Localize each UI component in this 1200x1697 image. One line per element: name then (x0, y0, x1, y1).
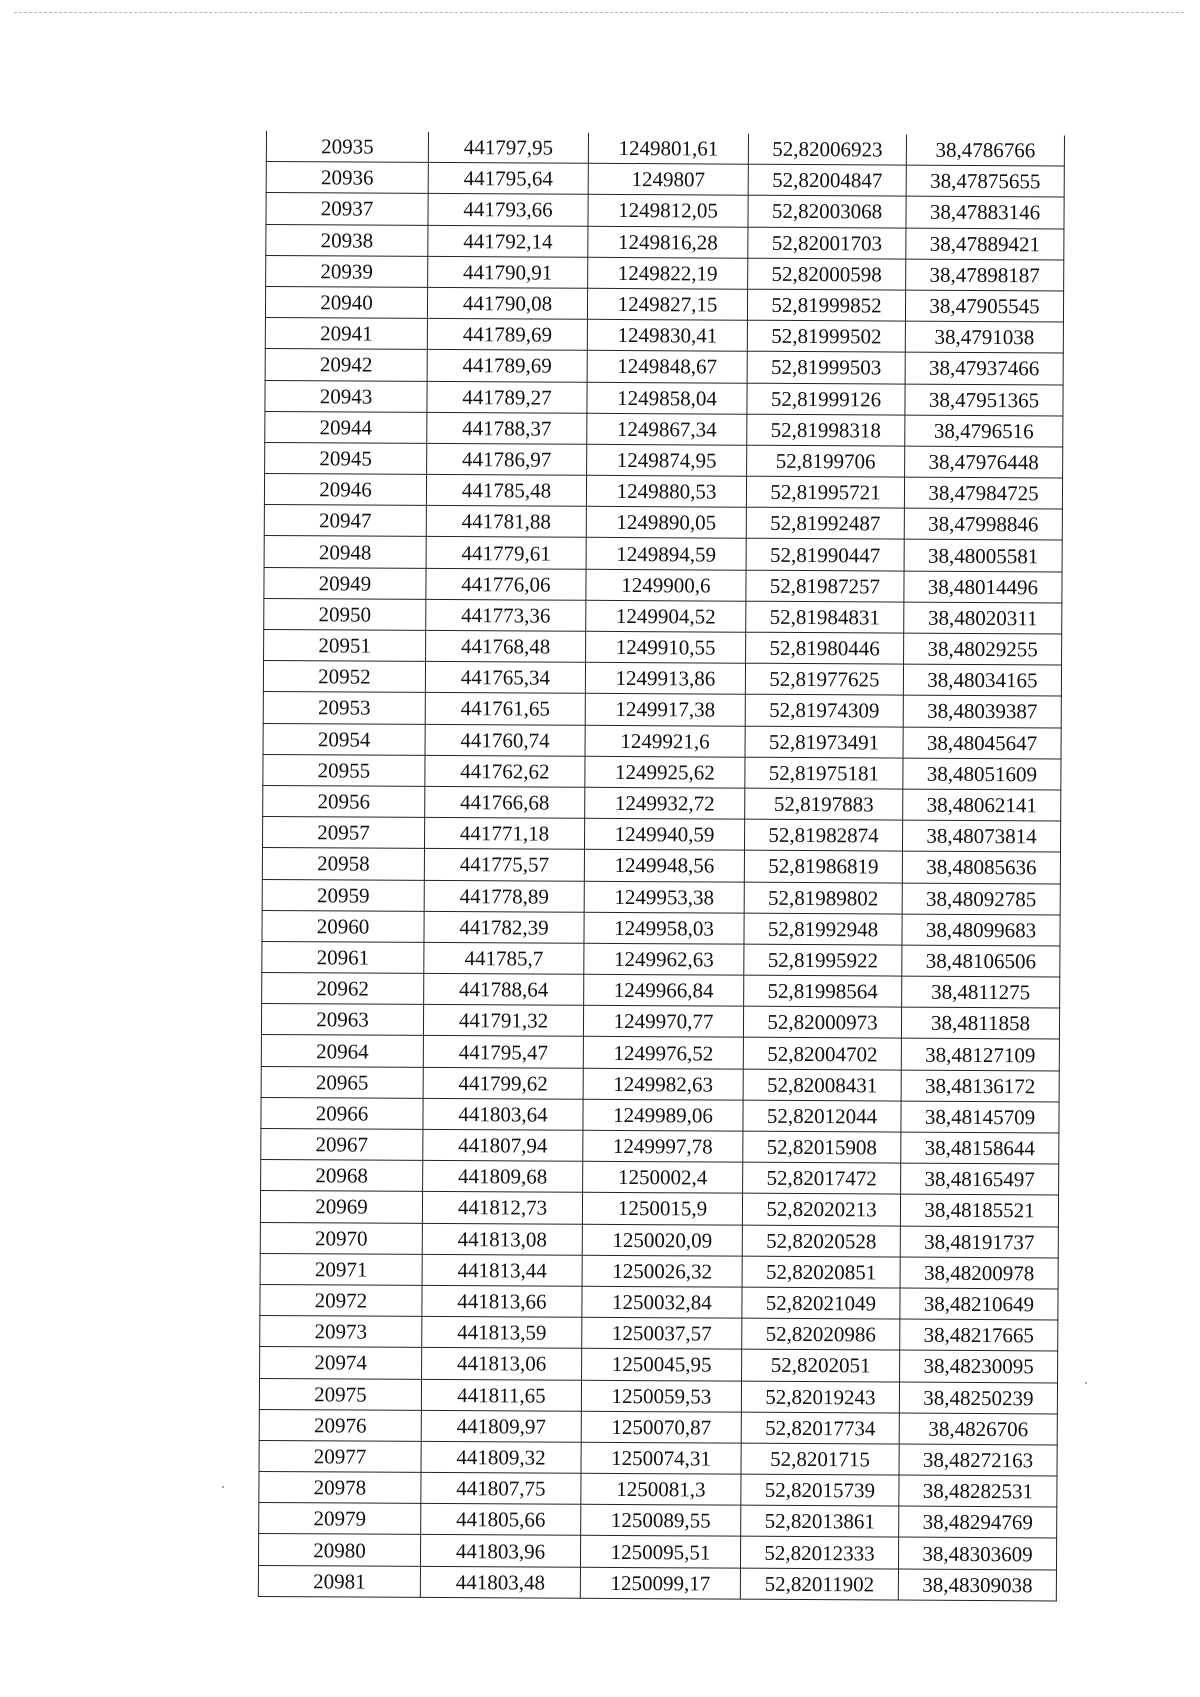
y-coordinate-cell: 1250095,51 (580, 1536, 740, 1568)
y-coordinate-cell: 1249953,38 (584, 881, 744, 913)
point-number-cell: 20955 (263, 754, 425, 786)
point-number-cell: 20941 (265, 318, 427, 350)
longitude-cell: 38,48085636 (902, 851, 1060, 883)
longitude-cell: 38,47998846 (904, 508, 1062, 540)
table-row (261, 1004, 1059, 1040)
point-number-cell: 20944 (265, 411, 427, 443)
point-number-cell: 20974 (260, 1347, 422, 1379)
longitude-cell: 38,48029255 (904, 633, 1062, 665)
y-coordinate-cell: 1249913,86 (585, 662, 745, 694)
y-coordinate-cell: 1249966,84 (584, 974, 744, 1006)
point-number-cell: 20939 (266, 255, 428, 287)
longitude-cell: 38,48250239 (899, 1382, 1057, 1414)
latitude-cell: 52,81990447 (746, 539, 904, 571)
latitude-cell: 52,81998318 (747, 414, 905, 446)
x-coordinate-cell: 441803,48 (420, 1566, 580, 1598)
latitude-cell: 52,81982874 (744, 819, 902, 851)
longitude-cell: 38,4826706 (899, 1413, 1057, 1445)
latitude-cell: 52,81975181 (745, 757, 903, 789)
x-coordinate-cell: 441781,88 (426, 506, 586, 538)
point-number-cell: 20954 (263, 723, 425, 755)
y-coordinate-cell: 1249962,63 (584, 943, 744, 975)
point-number-cell: 20967 (261, 1128, 423, 1160)
point-number-cell: 20947 (264, 505, 426, 537)
coordinates-table-body (258, 131, 1064, 1601)
x-coordinate-cell: 441779,61 (426, 537, 586, 569)
point-number-cell: 20951 (264, 629, 426, 661)
point-number-cell: 20959 (262, 879, 424, 911)
longitude-cell: 38,48099683 (902, 914, 1060, 946)
y-coordinate-cell: 1250089,55 (581, 1505, 741, 1537)
x-coordinate-cell: 441807,94 (423, 1129, 583, 1161)
table-row (259, 1440, 1057, 1476)
longitude-cell: 38,47883146 (906, 196, 1064, 228)
x-coordinate-cell: 441809,68 (423, 1161, 583, 1193)
y-coordinate-cell: 1249827,15 (587, 288, 747, 320)
y-coordinate-cell: 1249807 (588, 163, 748, 195)
x-coordinate-cell: 441762,62 (425, 755, 585, 787)
point-number-cell: 20965 (261, 1066, 423, 1098)
x-coordinate-cell: 441809,97 (421, 1410, 581, 1442)
y-coordinate-cell: 1249940,59 (584, 818, 744, 850)
x-coordinate-cell: 441805,66 (421, 1504, 581, 1536)
table-row (260, 1284, 1058, 1320)
x-coordinate-cell: 441813,44 (422, 1254, 582, 1286)
point-number-cell: 20981 (258, 1565, 420, 1597)
longitude-cell: 38,47889421 (906, 228, 1064, 260)
point-number-cell: 20950 (264, 598, 426, 630)
table-row (266, 131, 1064, 166)
longitude-cell: 38,48210649 (900, 1288, 1058, 1320)
y-coordinate-cell: 1249917,38 (585, 694, 745, 726)
table-row (261, 1066, 1059, 1102)
y-coordinate-cell: 1250015,9 (582, 1193, 742, 1225)
y-coordinate-cell: 1249894,59 (586, 538, 746, 570)
point-number-cell: 20966 (261, 1097, 423, 1129)
table-row (265, 411, 1063, 447)
y-coordinate-cell: 1250026,32 (582, 1255, 742, 1287)
y-coordinate-cell: 1249830,41 (587, 319, 747, 351)
latitude-cell: 52,81998564 (744, 975, 902, 1007)
scan-speck (1085, 1382, 1087, 1384)
longitude-cell: 38,48282531 (899, 1475, 1057, 1507)
scan-top-edge-line (14, 12, 1184, 13)
latitude-cell: 52,82004847 (748, 164, 906, 196)
table-row (265, 286, 1063, 322)
point-number-cell: 20943 (265, 380, 427, 412)
x-coordinate-cell: 441775,57 (424, 849, 584, 881)
latitude-cell: 52,81973491 (745, 726, 903, 758)
point-number-cell: 20970 (260, 1222, 422, 1254)
longitude-cell: 38,48014496 (904, 571, 1062, 603)
table-row (262, 817, 1060, 853)
x-coordinate-cell: 441813,06 (422, 1348, 582, 1380)
table-row (262, 973, 1060, 1009)
y-coordinate-cell: 1249904,52 (586, 600, 746, 632)
longitude-cell: 38,47875655 (906, 165, 1064, 197)
longitude-cell: 38,47951365 (905, 384, 1063, 416)
point-number-cell: 20979 (259, 1503, 421, 1535)
point-number-cell: 20948 (264, 536, 426, 568)
table-row (258, 1565, 1056, 1601)
latitude-cell: 52,82000973 (743, 1006, 901, 1038)
point-number-cell: 20960 (262, 910, 424, 942)
x-coordinate-cell: 441789,69 (427, 350, 587, 382)
y-coordinate-cell: 1249848,67 (587, 351, 747, 383)
latitude-cell: 52,81974309 (745, 695, 903, 727)
longitude-cell: 38,48127109 (901, 1039, 1059, 1071)
latitude-cell: 52,81984831 (746, 601, 904, 633)
longitude-cell: 38,48136172 (901, 1070, 1059, 1102)
table-row (260, 1191, 1058, 1227)
longitude-cell: 38,4796516 (905, 415, 1063, 447)
y-coordinate-cell: 1249989,06 (583, 1099, 743, 1131)
x-coordinate-cell: 441760,74 (425, 724, 585, 756)
longitude-cell: 38,48158644 (901, 1132, 1059, 1164)
table-row (265, 442, 1063, 478)
y-coordinate-cell: 1250059,53 (581, 1380, 741, 1412)
latitude-cell: 52,82020986 (742, 1318, 900, 1350)
point-number-cell: 20976 (259, 1409, 421, 1441)
x-coordinate-cell: 441776,06 (426, 568, 586, 600)
latitude-cell: 52,81999502 (747, 320, 905, 352)
point-number-cell: 20949 (264, 567, 426, 599)
table-row (262, 910, 1060, 946)
table-row (266, 193, 1064, 229)
y-coordinate-cell: 1250002,4 (583, 1161, 743, 1193)
table-row (264, 536, 1062, 572)
y-coordinate-cell: 1249801,61 (588, 133, 748, 165)
table-row (263, 754, 1061, 790)
y-coordinate-cell: 1250037,57 (582, 1317, 742, 1349)
table-row (264, 474, 1062, 510)
x-coordinate-cell: 441789,27 (427, 381, 587, 413)
latitude-cell: 52,82013861 (741, 1505, 899, 1537)
longitude-cell: 38,48034165 (903, 664, 1061, 696)
y-coordinate-cell: 1250074,31 (581, 1442, 741, 1474)
longitude-cell: 38,48092785 (902, 883, 1060, 915)
x-coordinate-cell: 441761,65 (425, 693, 585, 725)
longitude-cell: 38,48303609 (898, 1537, 1056, 1569)
x-coordinate-cell: 441773,36 (426, 599, 586, 631)
longitude-cell: 38,48165497 (901, 1163, 1059, 1195)
point-number-cell: 20968 (261, 1160, 423, 1192)
x-coordinate-cell: 441791,32 (423, 1005, 583, 1037)
latitude-cell: 52,82006923 (748, 134, 906, 166)
longitude-cell: 38,48230095 (900, 1350, 1058, 1382)
x-coordinate-cell: 441788,37 (427, 412, 587, 444)
table-row (263, 785, 1061, 821)
point-number-cell: 20958 (262, 848, 424, 880)
y-coordinate-cell: 1249816,28 (588, 226, 748, 258)
table-row (266, 224, 1064, 260)
coordinates-table (258, 131, 1065, 1601)
x-coordinate-cell: 441807,75 (421, 1472, 581, 1504)
latitude-cell: 52,82019243 (741, 1381, 899, 1413)
latitude-cell: 52,82015739 (741, 1474, 899, 1506)
y-coordinate-cell: 1249970,77 (583, 1006, 743, 1038)
table-row (259, 1503, 1057, 1539)
point-number-cell: 20938 (266, 224, 428, 256)
y-coordinate-cell: 1249890,05 (586, 507, 746, 539)
longitude-cell: 38,48185521 (900, 1194, 1058, 1226)
latitude-cell: 52,81980446 (746, 632, 904, 664)
x-coordinate-cell: 441786,97 (427, 443, 587, 475)
latitude-cell: 52,81999503 (747, 352, 905, 384)
x-coordinate-cell: 441782,39 (424, 911, 584, 943)
y-coordinate-cell: 1249976,52 (583, 1037, 743, 1069)
latitude-cell: 52,81995721 (746, 476, 904, 508)
scan-speck (222, 1486, 224, 1488)
point-number-cell: 20942 (265, 349, 427, 381)
point-number-cell: 20935 (266, 131, 428, 163)
y-coordinate-cell: 1249867,34 (587, 413, 747, 445)
latitude-cell: 52,81999852 (747, 289, 905, 321)
y-coordinate-cell: 1249812,05 (588, 195, 748, 227)
x-coordinate-cell: 441809,32 (421, 1441, 581, 1473)
longitude-cell: 38,48217665 (900, 1319, 1058, 1351)
x-coordinate-cell: 441765,34 (425, 662, 585, 694)
latitude-cell: 52,81999126 (747, 383, 905, 415)
latitude-cell: 52,81989802 (744, 882, 902, 914)
point-number-cell: 20980 (258, 1534, 420, 1566)
y-coordinate-cell: 1249910,55 (586, 631, 746, 663)
point-number-cell: 20962 (262, 973, 424, 1005)
point-number-cell: 20945 (265, 442, 427, 474)
table-row (263, 723, 1061, 759)
latitude-cell: 52,8202051 (742, 1349, 900, 1381)
y-coordinate-cell: 1249997,78 (583, 1130, 743, 1162)
table-row (263, 692, 1061, 728)
y-coordinate-cell: 1250070,87 (581, 1411, 741, 1443)
y-coordinate-cell: 1250099,17 (580, 1567, 740, 1599)
table-row (264, 598, 1062, 634)
y-coordinate-cell: 1249925,62 (585, 756, 745, 788)
point-number-cell: 20957 (262, 817, 424, 849)
table-row (262, 941, 1060, 977)
latitude-cell: 52,82011902 (740, 1568, 898, 1600)
longitude-cell: 38,48294769 (899, 1506, 1057, 1538)
x-coordinate-cell: 441785,7 (424, 942, 584, 974)
latitude-cell: 52,8199706 (747, 445, 905, 477)
y-coordinate-cell: 1250020,09 (582, 1224, 742, 1256)
table-row (258, 1534, 1056, 1570)
y-coordinate-cell: 1249958,03 (584, 912, 744, 944)
table-row (261, 1128, 1059, 1164)
longitude-cell: 38,48272163 (899, 1444, 1057, 1476)
longitude-cell: 38,48106506 (902, 945, 1060, 977)
latitude-cell: 52,82020851 (742, 1256, 900, 1288)
x-coordinate-cell: 441793,66 (428, 194, 588, 226)
latitude-cell: 52,82004702 (743, 1038, 901, 1070)
table-row (265, 349, 1063, 385)
latitude-cell: 52,81986819 (744, 850, 902, 882)
y-coordinate-cell: 1250045,95 (582, 1349, 742, 1381)
x-coordinate-cell: 441799,62 (423, 1067, 583, 1099)
longitude-cell: 38,48020311 (904, 602, 1062, 634)
latitude-cell: 52,81995922 (744, 944, 902, 976)
longitude-cell: 38,47898187 (906, 259, 1064, 291)
longitude-cell: 38,47937466 (905, 352, 1063, 384)
point-number-cell: 20978 (259, 1472, 421, 1504)
y-coordinate-cell: 1249900,6 (586, 569, 746, 601)
y-coordinate-cell: 1249921,6 (585, 725, 745, 757)
point-number-cell: 20956 (263, 785, 425, 817)
longitude-cell: 38,48191737 (900, 1226, 1058, 1258)
table-row (260, 1253, 1058, 1289)
longitude-cell: 38,47905545 (905, 290, 1063, 322)
latitude-cell: 52,82001703 (748, 227, 906, 259)
longitude-cell: 38,48200978 (900, 1257, 1058, 1289)
longitude-cell: 38,4811858 (901, 1007, 1059, 1039)
y-coordinate-cell: 1249880,53 (586, 475, 746, 507)
point-number-cell: 20973 (260, 1316, 422, 1348)
y-coordinate-cell: 1249982,63 (583, 1068, 743, 1100)
table-row (266, 255, 1064, 291)
table-row (262, 848, 1060, 884)
x-coordinate-cell: 441811,65 (421, 1379, 581, 1411)
longitude-cell: 38,48039387 (903, 695, 1061, 727)
point-number-cell: 20963 (261, 1004, 423, 1036)
x-coordinate-cell: 441803,96 (420, 1535, 580, 1567)
x-coordinate-cell: 441803,64 (423, 1098, 583, 1130)
latitude-cell: 52,82017472 (743, 1162, 901, 1194)
point-number-cell: 20972 (260, 1284, 422, 1316)
latitude-cell: 52,82015908 (743, 1131, 901, 1163)
x-coordinate-cell: 441788,64 (424, 973, 584, 1005)
table-row (260, 1222, 1058, 1258)
y-coordinate-cell: 1249932,72 (585, 787, 745, 819)
table-row (262, 879, 1060, 915)
point-number-cell: 20937 (266, 193, 428, 225)
latitude-cell: 52,8201715 (741, 1443, 899, 1475)
x-coordinate-cell: 441790,91 (428, 256, 588, 288)
x-coordinate-cell: 441813,66 (422, 1285, 582, 1317)
x-coordinate-cell: 441785,48 (426, 474, 586, 506)
point-number-cell: 20964 (261, 1035, 423, 1067)
x-coordinate-cell: 441797,95 (428, 132, 588, 164)
longitude-cell: 38,48145709 (901, 1101, 1059, 1133)
latitude-cell: 52,82020213 (742, 1194, 900, 1226)
point-number-cell: 20971 (260, 1253, 422, 1285)
x-coordinate-cell: 441812,73 (422, 1192, 582, 1224)
x-coordinate-cell: 441795,64 (428, 163, 588, 195)
latitude-cell: 52,82021049 (742, 1287, 900, 1319)
latitude-cell: 52,81992948 (744, 913, 902, 945)
table-row (261, 1035, 1059, 1071)
table-row (266, 162, 1064, 198)
longitude-cell: 38,48005581 (904, 540, 1062, 572)
point-number-cell: 20961 (262, 941, 424, 973)
point-number-cell: 20940 (265, 286, 427, 318)
table-row (264, 567, 1062, 603)
longitude-cell: 38,4791038 (905, 321, 1063, 353)
latitude-cell: 52,81977625 (745, 663, 903, 695)
table-row (265, 318, 1063, 354)
x-coordinate-cell: 441771,18 (424, 818, 584, 850)
x-coordinate-cell: 441795,47 (423, 1036, 583, 1068)
y-coordinate-cell: 1250081,3 (581, 1473, 741, 1505)
x-coordinate-cell: 441790,08 (427, 287, 587, 319)
latitude-cell: 52,81992487 (746, 507, 904, 539)
longitude-cell: 38,48062141 (903, 789, 1061, 821)
table-row (265, 380, 1063, 416)
point-number-cell: 20969 (260, 1191, 422, 1223)
point-number-cell: 20946 (264, 474, 426, 506)
table-row (261, 1097, 1059, 1133)
table-row (263, 661, 1061, 697)
latitude-cell: 52,82012044 (743, 1100, 901, 1132)
y-coordinate-cell: 1249858,04 (587, 382, 747, 414)
longitude-cell: 38,48073814 (902, 820, 1060, 852)
table-row (264, 629, 1062, 665)
x-coordinate-cell: 441789,69 (427, 319, 587, 351)
x-coordinate-cell: 441813,59 (422, 1317, 582, 1349)
latitude-cell: 52,82020528 (742, 1225, 900, 1257)
latitude-cell: 52,8197883 (745, 788, 903, 820)
table-row (259, 1409, 1057, 1445)
latitude-cell: 52,82017734 (741, 1412, 899, 1444)
table-row (264, 505, 1062, 541)
x-coordinate-cell: 441813,08 (422, 1223, 582, 1255)
table-row (260, 1347, 1058, 1383)
x-coordinate-cell: 441768,48 (426, 630, 586, 662)
table-row (261, 1160, 1059, 1196)
latitude-cell: 52,82012333 (740, 1537, 898, 1569)
y-coordinate-cell: 1249822,19 (588, 257, 748, 289)
y-coordinate-cell: 1249874,95 (587, 444, 747, 476)
table-row (259, 1472, 1057, 1508)
point-number-cell: 20936 (266, 162, 428, 194)
y-coordinate-cell: 1249948,56 (584, 850, 744, 882)
longitude-cell: 38,47976448 (905, 446, 1063, 478)
longitude-cell: 38,48309038 (898, 1569, 1056, 1601)
x-coordinate-cell: 441792,14 (428, 225, 588, 257)
point-number-cell: 20952 (263, 661, 425, 693)
longitude-cell: 38,4811275 (902, 976, 1060, 1008)
table-row (259, 1378, 1057, 1414)
longitude-cell: 38,48045647 (903, 727, 1061, 759)
latitude-cell: 52,82003068 (748, 196, 906, 228)
x-coordinate-cell: 441766,68 (425, 786, 585, 818)
point-number-cell: 20977 (259, 1440, 421, 1472)
latitude-cell: 52,82008431 (743, 1069, 901, 1101)
latitude-cell: 52,82000598 (748, 258, 906, 290)
longitude-cell: 38,47984725 (904, 477, 1062, 509)
x-coordinate-cell: 441778,89 (424, 880, 584, 912)
latitude-cell: 52,81987257 (746, 570, 904, 602)
longitude-cell: 38,4786766 (906, 135, 1064, 167)
point-number-cell: 20953 (263, 692, 425, 724)
point-number-cell: 20975 (259, 1378, 421, 1410)
y-coordinate-cell: 1250032,84 (582, 1286, 742, 1318)
table-row (260, 1316, 1058, 1352)
longitude-cell: 38,48051609 (903, 758, 1061, 790)
